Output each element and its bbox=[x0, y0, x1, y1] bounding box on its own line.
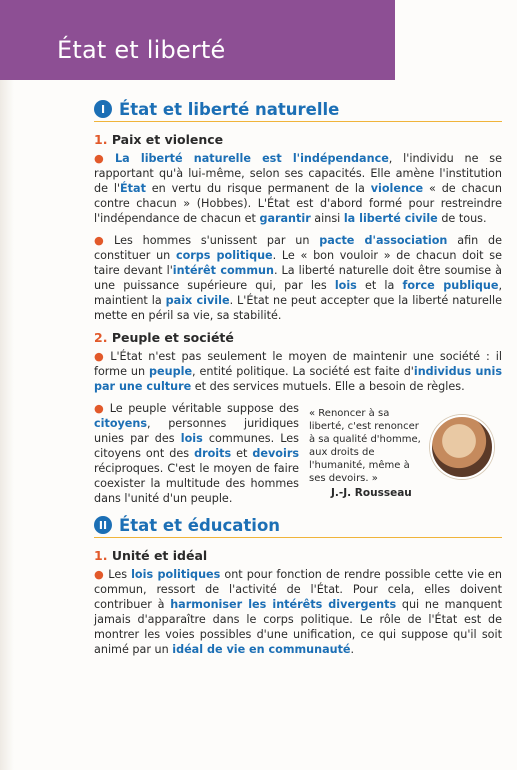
quote-author: J.-J. Rousseau bbox=[331, 487, 412, 499]
subsection-heading bbox=[94, 330, 502, 345]
keyword: La liberté naturelle est l'indépendance bbox=[115, 152, 389, 165]
subsection-number: 1. bbox=[94, 132, 108, 147]
keyword: droits bbox=[194, 447, 232, 460]
text: . bbox=[350, 643, 355, 656]
keyword: violence bbox=[370, 182, 424, 195]
subsection-number: 2. bbox=[94, 330, 108, 345]
keyword: citoyens bbox=[94, 417, 148, 430]
text: , entité politique. La société est faite d' bbox=[192, 365, 414, 378]
text: Les bbox=[108, 568, 132, 581]
text: , personnes juridiques unies par des bbox=[94, 417, 299, 445]
text: et des services mutuels. Elle a besoin de règles. bbox=[191, 380, 465, 393]
bullet-icon: ● bbox=[94, 234, 111, 247]
keyword: idéal de vie en communauté bbox=[172, 643, 351, 656]
keyword: la liberté civile bbox=[343, 212, 438, 225]
subsection-heading bbox=[94, 548, 502, 563]
keyword: garantir bbox=[259, 212, 311, 225]
section-title: État et éducation bbox=[119, 515, 281, 535]
paragraph bbox=[94, 401, 299, 506]
subsection-heading bbox=[94, 132, 502, 147]
paragraph bbox=[94, 567, 502, 657]
text: « de chacun contre chacun » (Hobbes). L'État est d'abord formé pour restreindre l'indépendance de chacun et bbox=[94, 182, 502, 225]
text: Le peuple véritable suppose des bbox=[109, 402, 299, 415]
subsection-number: 1. bbox=[94, 548, 108, 563]
paragraph bbox=[94, 151, 502, 226]
section-heading bbox=[94, 516, 502, 538]
subsection-title: Unité et idéal bbox=[111, 548, 208, 563]
paragraph bbox=[94, 233, 502, 323]
keyword: État bbox=[120, 182, 146, 195]
rousseau-portrait bbox=[430, 415, 494, 479]
text: . La liberté naturelle doit être soumise à une puissance supérieure qui, par les bbox=[94, 264, 502, 292]
text: de tous. bbox=[437, 212, 487, 225]
text: afin de constituer un bbox=[94, 234, 503, 262]
text: L'État n'est pas seulement le moyen de maintenir une société : il forme un bbox=[94, 350, 502, 378]
section-heading bbox=[94, 100, 502, 122]
keyword: harmoniser les intérêts divergents bbox=[170, 598, 397, 611]
text: qui ne manquent jamais d'apparaître dans le corps politique. Le rôle de l'État est de montrer les voies possibles d'une unification, ce qui suppose qu'il soit animé par un bbox=[94, 598, 503, 656]
text: ainsi bbox=[310, 212, 344, 225]
text: . L'État ne peut accepter que la liberté naturelle mette en péril sa vie, sa stabilité. bbox=[94, 294, 502, 322]
keyword: lois bbox=[334, 279, 357, 292]
text: Les hommes s'unissent par un bbox=[114, 234, 320, 247]
page-edge-shadow bbox=[0, 80, 14, 770]
text: et la bbox=[356, 279, 403, 292]
chapter-banner bbox=[0, 0, 395, 80]
content-area bbox=[94, 100, 502, 664]
page-title: État et liberté bbox=[57, 36, 226, 64]
keyword: lois bbox=[180, 432, 203, 445]
quote-text: « Renoncer à sa liberté, c'est renoncer à sa qualité d'homme, aux droits de l'humanité, même à ses devoirs. » bbox=[309, 408, 421, 484]
keyword: devoirs bbox=[252, 447, 299, 460]
text: . Le « bon vouloir » de chacun doit se taire devant l' bbox=[94, 249, 502, 277]
keyword: intérêt commun bbox=[172, 264, 274, 277]
keyword: individus unis par une culture bbox=[94, 365, 502, 393]
keyword: force publique bbox=[402, 279, 499, 292]
text: communes. Les citoyens ont des bbox=[94, 432, 299, 460]
bullet-icon: ● bbox=[94, 152, 112, 165]
text: réciproques. C'est le moyen de faire coexister la multitude des hommes dans l'unité d'un peuple. bbox=[94, 462, 299, 505]
bullet-icon: ● bbox=[94, 568, 105, 581]
section-number-badge: II bbox=[94, 516, 112, 534]
paragraph-with-quote bbox=[94, 401, 502, 506]
keyword: lois politiques bbox=[131, 568, 221, 581]
subsection-title: Peuple et société bbox=[111, 330, 234, 345]
keyword: pacte d'association bbox=[319, 234, 448, 247]
keyword: paix civile bbox=[165, 294, 230, 307]
text: en vertu du risque permanent de la bbox=[145, 182, 371, 195]
keyword: corps politique bbox=[175, 249, 273, 262]
subsection-title: Paix et violence bbox=[111, 132, 224, 147]
section-title: État et liberté naturelle bbox=[119, 99, 340, 119]
paragraph bbox=[94, 349, 502, 394]
bullet-icon: ● bbox=[94, 402, 106, 415]
text: et bbox=[231, 447, 253, 460]
quote-box bbox=[309, 407, 494, 506]
text: ont pour fonction de rendre possible cette vie en commun, ressort de l'activité de l'État. Pour cela, elles doivent contribuer à bbox=[94, 568, 502, 611]
text: , maintient la bbox=[94, 279, 502, 307]
keyword: peuple bbox=[149, 365, 193, 378]
bullet-icon: ● bbox=[94, 350, 107, 363]
text: , l'individu ne se rapportant qu'à lui-même, selon ses capacités. Elle amène l'institution de l' bbox=[94, 152, 502, 195]
section-number-badge: I bbox=[94, 100, 112, 118]
